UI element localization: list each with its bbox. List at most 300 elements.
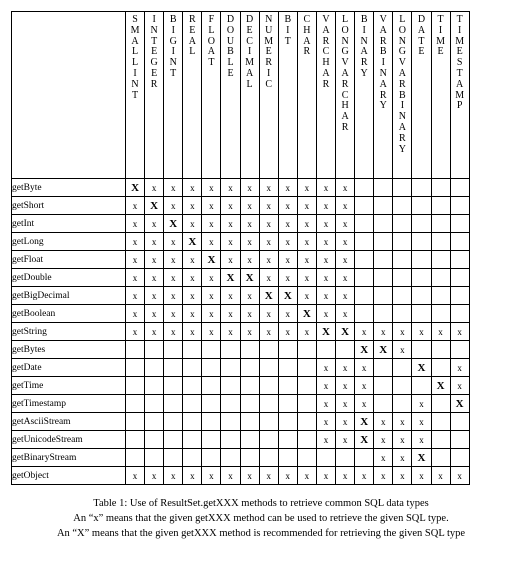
- usable-mark-cell: x: [259, 215, 278, 233]
- recommended-mark-cell: X: [336, 323, 355, 341]
- row-method-label: getBigDecimal: [12, 287, 126, 305]
- usable-mark-cell: x: [221, 305, 240, 323]
- empty-cell: [297, 341, 316, 359]
- usable-mark-cell: x: [240, 179, 259, 197]
- empty-cell: [431, 413, 450, 431]
- column-header-varchar: [316, 12, 335, 179]
- table-row: [12, 341, 470, 359]
- header-row: [12, 12, 470, 179]
- empty-cell: [336, 449, 355, 467]
- empty-cell: [431, 395, 450, 413]
- table-caption: [0, 496, 522, 541]
- recommended-mark-cell: X: [412, 359, 431, 377]
- usable-mark-cell: x: [202, 467, 221, 485]
- column-header-decimal: [240, 12, 259, 179]
- column-header-label: C H A R: [303, 14, 311, 58]
- table-row: [12, 377, 470, 395]
- empty-cell: [374, 251, 393, 269]
- empty-cell: [259, 377, 278, 395]
- empty-cell: [450, 233, 469, 251]
- empty-cell: [450, 215, 469, 233]
- usable-mark-cell: x: [221, 179, 240, 197]
- empty-cell: [374, 197, 393, 215]
- empty-cell: [164, 413, 183, 431]
- empty-cell: [278, 449, 297, 467]
- usable-mark-cell: x: [355, 467, 374, 485]
- empty-cell: [412, 269, 431, 287]
- empty-cell: [240, 449, 259, 467]
- empty-cell: [202, 359, 221, 377]
- usable-mark-cell: x: [336, 359, 355, 377]
- row-method-label: getDate: [12, 359, 126, 377]
- usable-mark-cell: x: [202, 233, 221, 251]
- empty-cell: [393, 377, 412, 395]
- column-header-label: D A T E: [417, 14, 426, 58]
- usable-mark-cell: x: [336, 251, 355, 269]
- empty-cell: [431, 215, 450, 233]
- table-row: [12, 413, 470, 431]
- empty-cell: [431, 179, 450, 197]
- column-header-label: I N T E G E R: [150, 14, 158, 90]
- empty-cell: [259, 449, 278, 467]
- resultset-type-table-container: [11, 11, 470, 485]
- table-row: [12, 359, 470, 377]
- empty-cell: [393, 395, 412, 413]
- empty-cell: [221, 377, 240, 395]
- recommended-mark-cell: X: [126, 179, 145, 197]
- recommended-mark-cell: X: [355, 341, 374, 359]
- usable-mark-cell: x: [336, 215, 355, 233]
- empty-cell: [164, 431, 183, 449]
- empty-cell: [145, 413, 164, 431]
- row-method-label: getBoolean: [12, 305, 126, 323]
- row-method-label: getString: [12, 323, 126, 341]
- usable-mark-cell: x: [202, 269, 221, 287]
- usable-mark-cell: x: [183, 215, 202, 233]
- usable-mark-cell: x: [145, 323, 164, 341]
- usable-mark-cell: x: [355, 395, 374, 413]
- row-method-label: getInt: [12, 215, 126, 233]
- column-header-smallint: [126, 12, 145, 179]
- recommended-mark-cell: X: [297, 305, 316, 323]
- row-method-label: getTimestamp: [12, 395, 126, 413]
- usable-mark-cell: x: [374, 449, 393, 467]
- empty-cell: [374, 179, 393, 197]
- empty-cell: [202, 341, 221, 359]
- usable-mark-cell: x: [316, 467, 335, 485]
- usable-mark-cell: x: [259, 251, 278, 269]
- usable-mark-cell: x: [183, 287, 202, 305]
- empty-cell: [412, 215, 431, 233]
- usable-mark-cell: x: [278, 179, 297, 197]
- usable-mark-cell: x: [126, 323, 145, 341]
- empty-cell: [450, 287, 469, 305]
- empty-cell: [393, 251, 412, 269]
- empty-cell: [297, 449, 316, 467]
- empty-cell: [145, 449, 164, 467]
- usable-mark-cell: x: [393, 449, 412, 467]
- usable-mark-cell: x: [126, 197, 145, 215]
- column-header-real: [183, 12, 202, 179]
- usable-mark-cell: x: [355, 323, 374, 341]
- empty-cell: [374, 359, 393, 377]
- column-header-longvarchar: [336, 12, 355, 179]
- table-row: [12, 449, 470, 467]
- empty-cell: [431, 287, 450, 305]
- table-row: [12, 305, 470, 323]
- usable-mark-cell: x: [278, 467, 297, 485]
- empty-cell: [183, 431, 202, 449]
- empty-cell: [126, 431, 145, 449]
- usable-mark-cell: x: [240, 251, 259, 269]
- usable-mark-cell: x: [355, 377, 374, 395]
- empty-cell: [450, 269, 469, 287]
- usable-mark-cell: x: [164, 197, 183, 215]
- usable-mark-cell: x: [374, 467, 393, 485]
- caption-lowercase-x-note: An “x” means that the given getXXX method can be used to retrieve the given SQL type.: [73, 513, 449, 524]
- empty-cell: [164, 395, 183, 413]
- table-row: [12, 395, 470, 413]
- usable-mark-cell: x: [145, 251, 164, 269]
- column-header-float: [202, 12, 221, 179]
- empty-cell: [278, 413, 297, 431]
- empty-cell: [374, 305, 393, 323]
- usable-mark-cell: x: [431, 323, 450, 341]
- empty-cell: [412, 377, 431, 395]
- empty-cell: [126, 341, 145, 359]
- usable-mark-cell: x: [431, 467, 450, 485]
- usable-mark-cell: x: [164, 467, 183, 485]
- row-method-label: getObject: [12, 467, 126, 485]
- empty-cell: [431, 305, 450, 323]
- empty-cell: [297, 413, 316, 431]
- empty-cell: [183, 449, 202, 467]
- recommended-mark-cell: X: [221, 269, 240, 287]
- usable-mark-cell: x: [164, 233, 183, 251]
- usable-mark-cell: x: [336, 467, 355, 485]
- usable-mark-cell: x: [316, 395, 335, 413]
- usable-mark-cell: x: [316, 305, 335, 323]
- usable-mark-cell: x: [450, 323, 469, 341]
- usable-mark-cell: x: [297, 323, 316, 341]
- empty-cell: [393, 305, 412, 323]
- usable-mark-cell: x: [336, 413, 355, 431]
- column-header-label: B I N A R Y: [360, 14, 368, 79]
- empty-cell: [412, 197, 431, 215]
- usable-mark-cell: x: [126, 467, 145, 485]
- empty-cell: [431, 449, 450, 467]
- table-row: [12, 323, 470, 341]
- empty-cell: [297, 395, 316, 413]
- usable-mark-cell: x: [297, 197, 316, 215]
- usable-mark-cell: x: [412, 413, 431, 431]
- usable-mark-cell: x: [202, 197, 221, 215]
- usable-mark-cell: x: [126, 269, 145, 287]
- usable-mark-cell: x: [240, 197, 259, 215]
- empty-cell: [431, 269, 450, 287]
- usable-mark-cell: x: [412, 323, 431, 341]
- column-header-label: T I M E: [436, 14, 445, 58]
- empty-cell: [431, 233, 450, 251]
- empty-cell: [183, 359, 202, 377]
- usable-mark-cell: x: [164, 305, 183, 323]
- usable-mark-cell: x: [126, 251, 145, 269]
- usable-mark-cell: x: [450, 377, 469, 395]
- usable-mark-cell: x: [126, 233, 145, 251]
- column-header-label: B I G I N T: [169, 14, 177, 79]
- usable-mark-cell: x: [221, 467, 240, 485]
- column-header-binary: [355, 12, 374, 179]
- usable-mark-cell: x: [240, 305, 259, 323]
- usable-mark-cell: x: [278, 233, 297, 251]
- empty-cell: [164, 449, 183, 467]
- empty-cell: [126, 377, 145, 395]
- usable-mark-cell: x: [374, 431, 393, 449]
- usable-mark-cell: x: [183, 323, 202, 341]
- usable-mark-cell: x: [221, 287, 240, 305]
- row-method-label: getAsciiStream: [12, 413, 126, 431]
- usable-mark-cell: x: [374, 413, 393, 431]
- column-header-label: T I M E S T A M P: [455, 14, 465, 112]
- empty-cell: [355, 179, 374, 197]
- recommended-mark-cell: X: [431, 377, 450, 395]
- empty-cell: [240, 341, 259, 359]
- column-header-numeric: [259, 12, 278, 179]
- usable-mark-cell: x: [336, 233, 355, 251]
- usable-mark-cell: x: [297, 233, 316, 251]
- empty-cell: [393, 233, 412, 251]
- usable-mark-cell: x: [278, 305, 297, 323]
- usable-mark-cell: x: [221, 215, 240, 233]
- empty-cell: [164, 377, 183, 395]
- empty-cell: [259, 341, 278, 359]
- empty-cell: [145, 431, 164, 449]
- empty-cell: [240, 395, 259, 413]
- usable-mark-cell: x: [450, 467, 469, 485]
- table-row: [12, 233, 470, 251]
- empty-cell: [297, 377, 316, 395]
- usable-mark-cell: x: [145, 287, 164, 305]
- empty-cell: [355, 269, 374, 287]
- empty-cell: [202, 431, 221, 449]
- usable-mark-cell: x: [183, 467, 202, 485]
- usable-mark-cell: x: [316, 413, 335, 431]
- usable-mark-cell: x: [145, 179, 164, 197]
- usable-mark-cell: x: [336, 197, 355, 215]
- usable-mark-cell: x: [336, 179, 355, 197]
- table-row: [12, 431, 470, 449]
- empty-cell: [374, 287, 393, 305]
- column-header-label: V A R B I N A R Y: [379, 14, 387, 112]
- empty-cell: [221, 449, 240, 467]
- table-row: [12, 251, 470, 269]
- recommended-mark-cell: X: [412, 449, 431, 467]
- empty-cell: [183, 395, 202, 413]
- usable-mark-cell: x: [259, 197, 278, 215]
- column-header-bit: [278, 12, 297, 179]
- usable-mark-cell: x: [221, 323, 240, 341]
- empty-cell: [240, 359, 259, 377]
- usable-mark-cell: x: [240, 467, 259, 485]
- empty-cell: [126, 395, 145, 413]
- column-header-char: [297, 12, 316, 179]
- usable-mark-cell: x: [278, 215, 297, 233]
- table-row: [12, 467, 470, 485]
- usable-mark-cell: x: [355, 359, 374, 377]
- usable-mark-cell: x: [126, 287, 145, 305]
- usable-mark-cell: x: [297, 179, 316, 197]
- row-method-label: getLong: [12, 233, 126, 251]
- usable-mark-cell: x: [221, 197, 240, 215]
- empty-cell: [202, 377, 221, 395]
- empty-cell: [259, 395, 278, 413]
- empty-cell: [450, 305, 469, 323]
- column-header-integer: [145, 12, 164, 179]
- usable-mark-cell: x: [297, 251, 316, 269]
- empty-cell: [259, 413, 278, 431]
- recommended-mark-cell: X: [355, 431, 374, 449]
- empty-cell: [374, 377, 393, 395]
- usable-mark-cell: x: [126, 215, 145, 233]
- usable-mark-cell: x: [278, 197, 297, 215]
- usable-mark-cell: x: [278, 251, 297, 269]
- empty-cell: [126, 413, 145, 431]
- empty-cell: [259, 431, 278, 449]
- row-method-label: getBinaryStream: [12, 449, 126, 467]
- resultset-getxxx-table: [11, 11, 470, 485]
- empty-cell: [450, 179, 469, 197]
- recommended-mark-cell: X: [164, 215, 183, 233]
- empty-cell: [221, 359, 240, 377]
- usable-mark-cell: x: [202, 305, 221, 323]
- usable-mark-cell: x: [259, 305, 278, 323]
- column-header-label: R E A L: [188, 14, 196, 58]
- row-method-label: getUnicodeStream: [12, 431, 126, 449]
- usable-mark-cell: x: [297, 215, 316, 233]
- usable-mark-cell: x: [240, 233, 259, 251]
- usable-mark-cell: x: [316, 269, 335, 287]
- recommended-mark-cell: X: [259, 287, 278, 305]
- empty-cell: [336, 341, 355, 359]
- usable-mark-cell: x: [278, 323, 297, 341]
- column-header-label: V A R C H A R: [322, 14, 330, 90]
- empty-cell: [126, 359, 145, 377]
- empty-cell: [355, 287, 374, 305]
- usable-mark-cell: x: [221, 251, 240, 269]
- column-header-label: N U M E R I C: [264, 14, 274, 90]
- usable-mark-cell: x: [393, 467, 412, 485]
- empty-cell: [278, 341, 297, 359]
- usable-mark-cell: x: [297, 269, 316, 287]
- usable-mark-cell: x: [316, 197, 335, 215]
- usable-mark-cell: x: [336, 395, 355, 413]
- usable-mark-cell: x: [336, 377, 355, 395]
- empty-cell: [183, 413, 202, 431]
- table-row: [12, 215, 470, 233]
- usable-mark-cell: x: [316, 179, 335, 197]
- empty-cell: [450, 449, 469, 467]
- usable-mark-cell: x: [393, 341, 412, 359]
- usable-mark-cell: x: [316, 287, 335, 305]
- usable-mark-cell: x: [316, 431, 335, 449]
- column-header-label: L O N G V A R C H A R: [341, 14, 349, 133]
- table-row: [12, 287, 470, 305]
- usable-mark-cell: x: [221, 233, 240, 251]
- usable-mark-cell: x: [412, 467, 431, 485]
- empty-cell: [450, 431, 469, 449]
- empty-cell: [183, 377, 202, 395]
- empty-cell: [355, 215, 374, 233]
- row-method-label: getTime: [12, 377, 126, 395]
- column-header-varbinary: [374, 12, 393, 179]
- recommended-mark-cell: X: [202, 251, 221, 269]
- recommended-mark-cell: X: [145, 197, 164, 215]
- empty-cell: [374, 269, 393, 287]
- usable-mark-cell: x: [336, 305, 355, 323]
- empty-cell: [450, 197, 469, 215]
- empty-cell: [431, 251, 450, 269]
- recommended-mark-cell: X: [450, 395, 469, 413]
- table-row: [12, 269, 470, 287]
- usable-mark-cell: x: [278, 269, 297, 287]
- usable-mark-cell: x: [450, 359, 469, 377]
- column-header-label: D O U B L E: [226, 14, 235, 79]
- empty-cell: [393, 179, 412, 197]
- column-header-label: F L O A T: [207, 14, 216, 69]
- usable-mark-cell: x: [316, 251, 335, 269]
- empty-cell: [393, 359, 412, 377]
- empty-cell: [431, 359, 450, 377]
- row-method-label: getBytes: [12, 341, 126, 359]
- recommended-mark-cell: X: [278, 287, 297, 305]
- empty-cell: [183, 341, 202, 359]
- usable-mark-cell: x: [336, 431, 355, 449]
- usable-mark-cell: x: [297, 287, 316, 305]
- usable-mark-cell: x: [202, 215, 221, 233]
- usable-mark-cell: x: [393, 323, 412, 341]
- row-method-label: getDouble: [12, 269, 126, 287]
- usable-mark-cell: x: [259, 233, 278, 251]
- usable-mark-cell: x: [126, 305, 145, 323]
- usable-mark-cell: x: [164, 323, 183, 341]
- empty-cell: [145, 395, 164, 413]
- column-header-label: B I T: [284, 14, 292, 47]
- empty-cell: [431, 341, 450, 359]
- empty-cell: [450, 413, 469, 431]
- usable-mark-cell: x: [145, 305, 164, 323]
- empty-cell: [412, 305, 431, 323]
- empty-cell: [450, 251, 469, 269]
- row-method-label: getFloat: [12, 251, 126, 269]
- empty-cell: [374, 233, 393, 251]
- empty-cell: [278, 377, 297, 395]
- usable-mark-cell: x: [412, 395, 431, 413]
- empty-cell: [297, 359, 316, 377]
- usable-mark-cell: x: [374, 323, 393, 341]
- empty-cell: [221, 341, 240, 359]
- usable-mark-cell: x: [183, 251, 202, 269]
- row-method-label: getByte: [12, 179, 126, 197]
- usable-mark-cell: x: [202, 179, 221, 197]
- usable-mark-cell: x: [145, 233, 164, 251]
- table-row: [12, 197, 470, 215]
- usable-mark-cell: x: [316, 215, 335, 233]
- recommended-mark-cell: X: [240, 269, 259, 287]
- table-row: [12, 179, 470, 197]
- usable-mark-cell: x: [183, 269, 202, 287]
- empty-cell: [221, 413, 240, 431]
- usable-mark-cell: x: [316, 359, 335, 377]
